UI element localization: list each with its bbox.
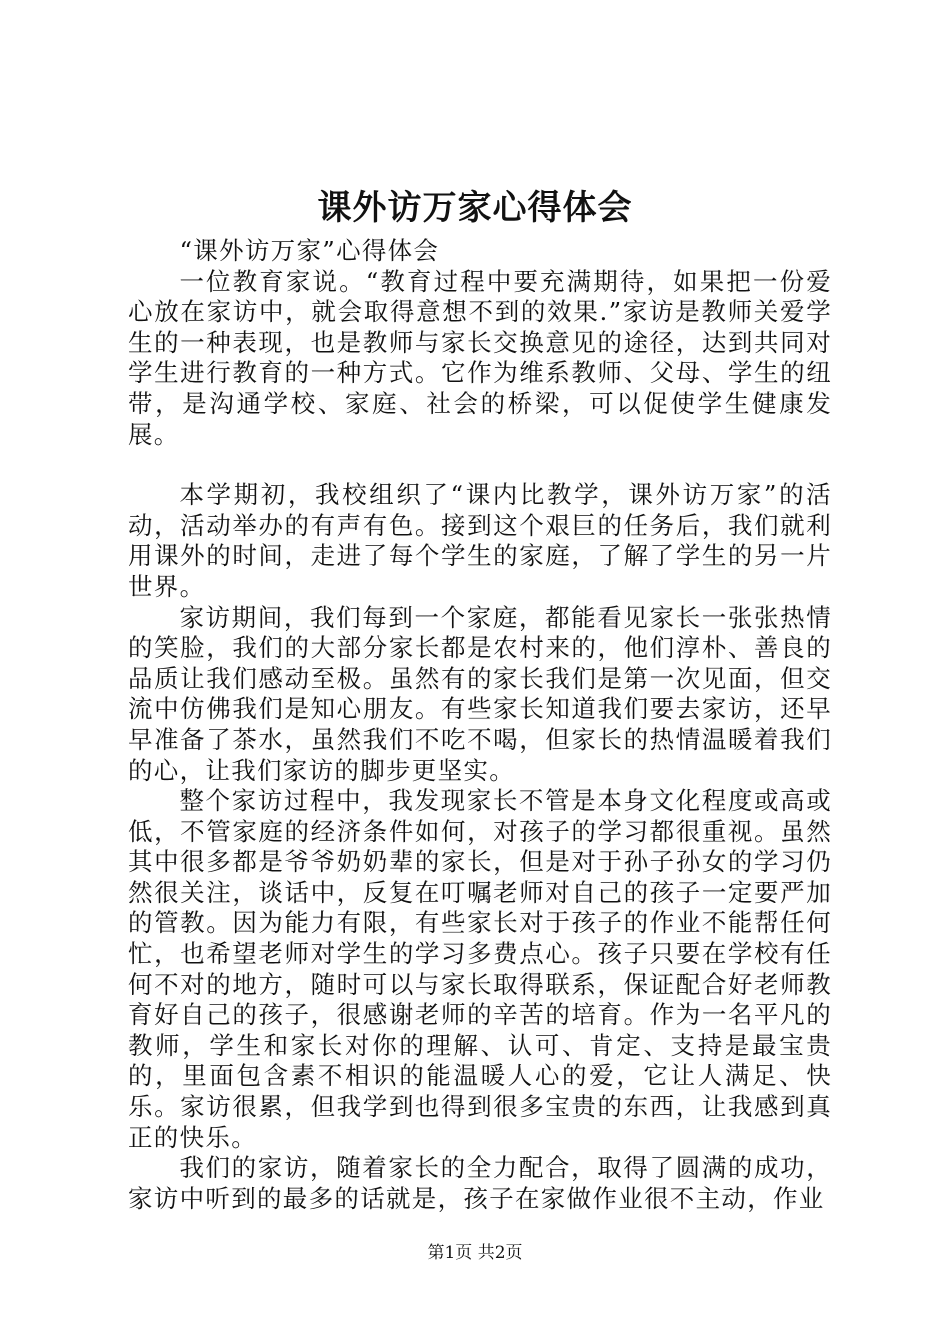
- page-footer: 第1页 共2页: [427, 1243, 523, 1263]
- paragraph-4: 整个家访过程中，我发现家长不管是本身文化程度或高或低，不管家庭的经济条件如何，对孩子的学习都很重视。虽然其中很多都是爷爷奶奶辈的家长，但是对于孙子孙女的学习仍然很关注，谈话中，反复在叮嘱老师对自己的孩子一定要严加的管教。因为能力有限，有些家长对于孩子的作业不能帮任何忙，也希望老师对学生的学习多费点心。孩子只要在学校有任何不对的地方，随时可以与家长取得联系，保证配合好老师教育好自己的孩子，很感谢老师的辛苦的培育。作为一名平凡的教师，学生和家长对你的理解、认可、肯定、支持是最宝贵的，里面包含素不相识的能温暖人心的爱，它让人满足、快乐。家访很累，但我学到也得到很多宝贵的东西，让我感到真正的快乐。: [128, 786, 832, 1152]
- document-body: [128, 236, 832, 1214]
- paragraph-1: 一位教育家说。“教育过程中要充满期待，如果把一份爱心放在家访中，就会取得意想不到的效果.”家访是教师关爱学生的一种表现，也是教师与家长交换意见的途径，达到共同对学生进行教育的一种方式。它作为维系教师、父母、学生的纽带，是沟通学校、家庭、社会的桥梁，可以促使学生健康发展。: [128, 266, 832, 449]
- paragraph-2: 本学期初，我校组织了“课内比教学，课外访万家”的活动，活动举办的有声有色。接到这个艰巨的任务后，我们就利用课外的时间，走进了每个学生的家庭，了解了学生的另一片世界。: [128, 480, 832, 601]
- paragraph-3: 家访期间，我们每到一个家庭，都能看见家长一张张热情的笑脸，我们的大部分家长都是农村来的，他们淳朴、善良的品质让我们感动至极。虽然有的家长我们是第一次见面，但交流中仿佛我们是知心朋友。有些家长知道我们要去家访，还早早准备了茶水，虽然我们不吃不喝，但家长的热情温暖着我们的心，让我们家访的脚步更坚实。: [128, 602, 832, 785]
- paragraph-subtitle: “课外访万家”心得体会: [179, 236, 440, 265]
- document-title: 课外访万家心得体会: [317, 188, 633, 228]
- paragraph-5: 我们的家访，随着家长的全力配合，取得了圆满的成功，家访中听到的最多的话就是，孩子在家做作业很不主动，作业: [128, 1153, 832, 1213]
